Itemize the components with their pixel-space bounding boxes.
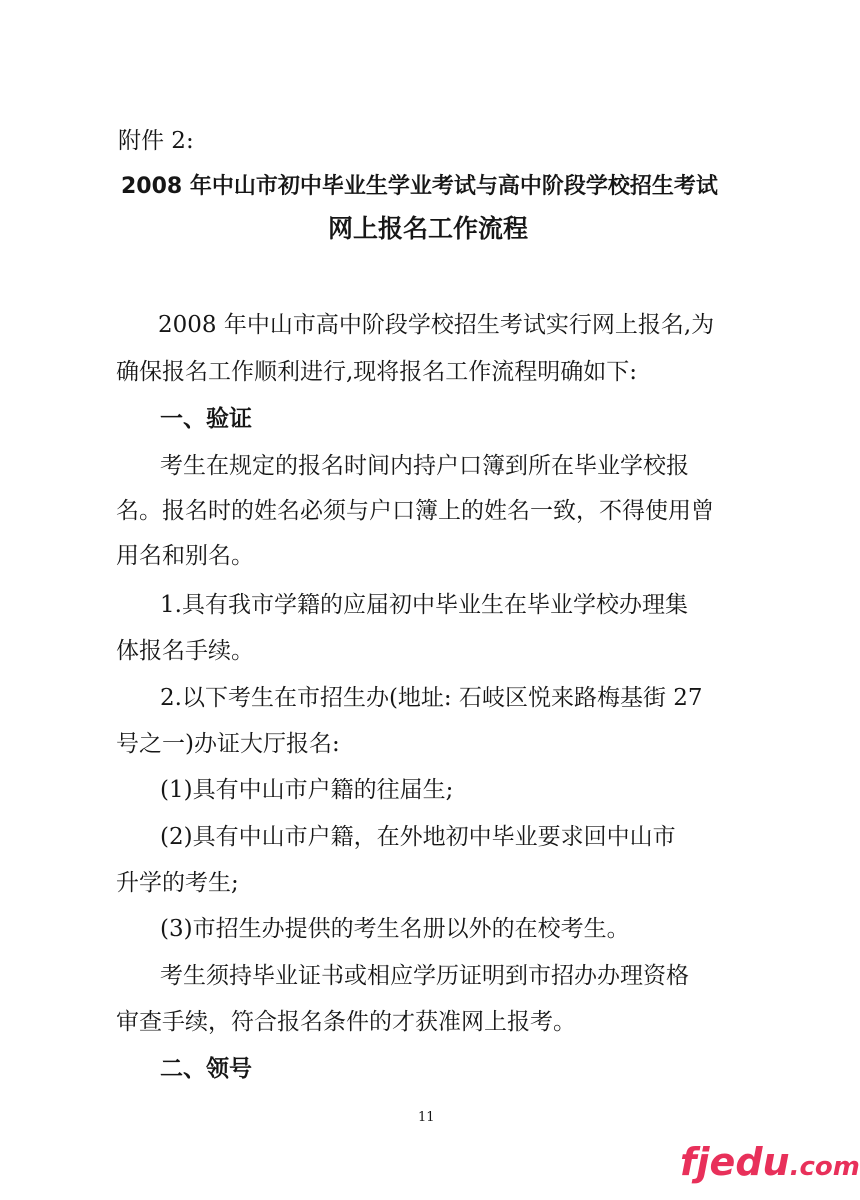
sub-item-3: (3)市招生办提供的考生名册以外的在校考生。 (160, 916, 630, 942)
list-item-2: 2.以下考生在市招生办(地址: 石岐区悦来路梅基街 27 (160, 685, 703, 711)
watermark-text: fjedu (680, 1140, 790, 1184)
list-item-1-continued: 体报名手续。 (116, 638, 254, 664)
section-2-heading: 二、领号 (160, 1056, 252, 1082)
intro-line-2: 确保报名工作顺利进行,现将报名工作流程明确如下: (116, 359, 638, 385)
sub-item-2-continued: 升学的考生; (116, 870, 239, 896)
list-item-2-continued: 号之一)办证大厅报名: (116, 731, 340, 757)
paragraph-line: 审查手续，符合报名条件的才获准网上报考。 (116, 1009, 576, 1035)
page-number: 11 (418, 1110, 435, 1125)
paragraph-line: 名。报名时的姓名必须与户口簿上的姓名一致，不得使用曾 (116, 498, 714, 524)
sub-item-2: (2)具有中山市户籍，在外地初中毕业要求回中山市 (160, 824, 676, 850)
watermark-suffix: .com (789, 1152, 860, 1182)
attachment-label: 附件 2: (118, 128, 194, 154)
section-1-heading: 一、验证 (160, 406, 252, 432)
sub-item-1: (1)具有中山市户籍的往届生; (160, 777, 454, 803)
paragraph-line: 考生在规定的报名时间内持户口簿到所在毕业学校报 (160, 453, 689, 479)
document-subtitle: 网上报名工作流程 (328, 214, 529, 243)
paragraph-line: 考生须持毕业证书或相应学历证明到市招办办理资格 (160, 963, 689, 989)
intro-line-1: 2008 年中山市高中阶段学校招生考试实行网上报名,为 (158, 312, 715, 338)
list-item-1: 1.具有我市学籍的应届初中毕业生在毕业学校办理集 (160, 592, 688, 618)
site-watermark-logo (680, 1140, 860, 1184)
document-title: 2008 年中山市初中毕业生学业考试与高中阶段学校招生考试 (121, 174, 718, 199)
paragraph-line: 用名和别名。 (116, 543, 254, 569)
